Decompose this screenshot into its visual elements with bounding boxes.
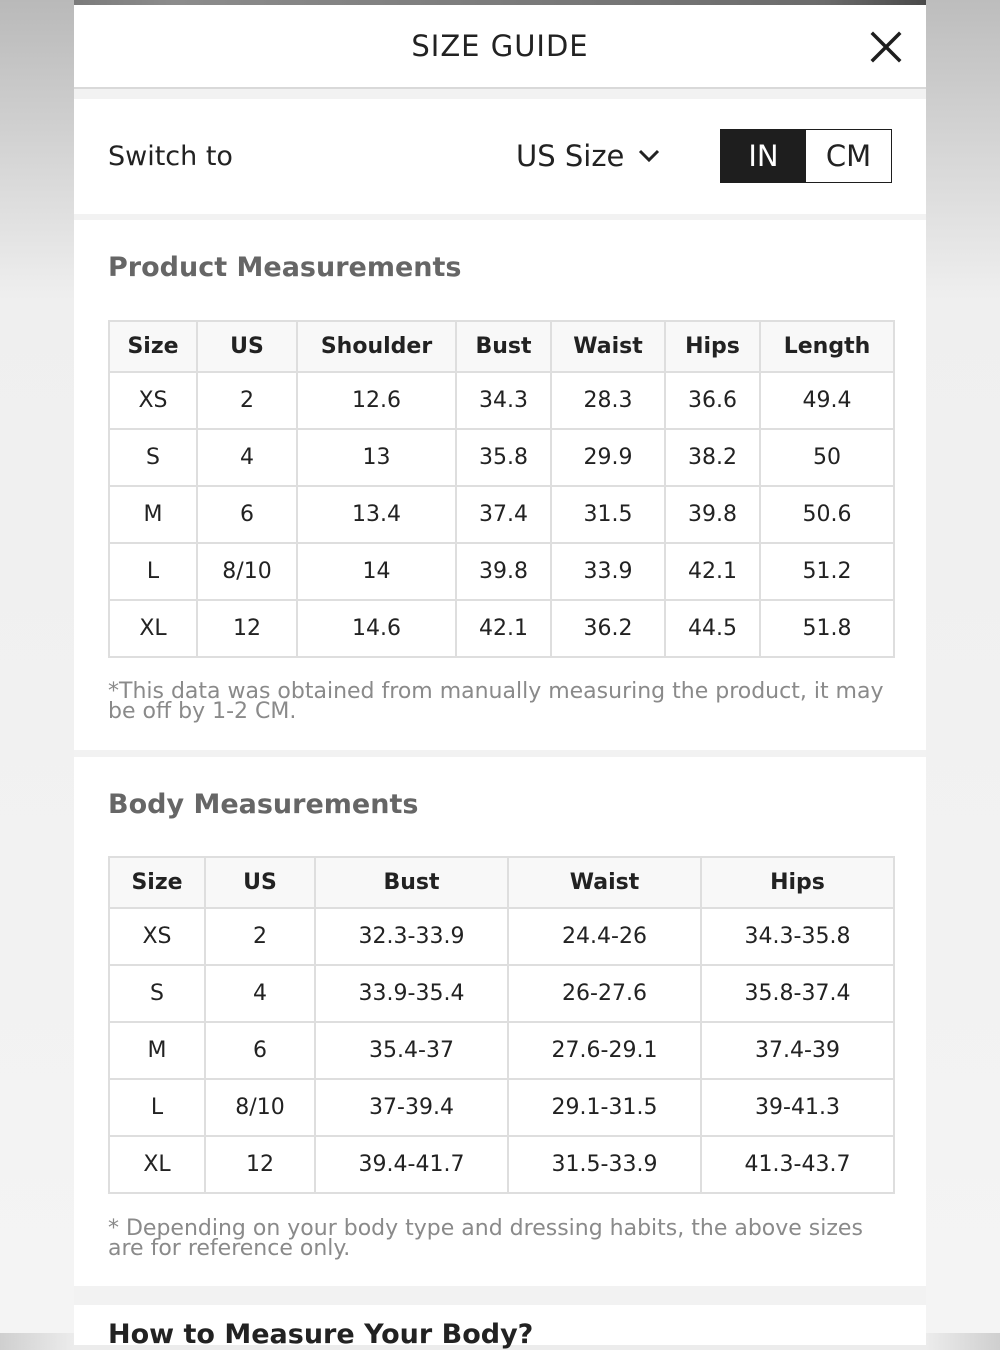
column-header: Length (760, 321, 894, 372)
table-cell: 29.1-31.5 (508, 1079, 701, 1136)
table-cell: L (109, 543, 197, 600)
unit-cm-button[interactable]: CM (806, 130, 891, 182)
table-cell: 2 (205, 908, 315, 965)
table-cell: 42.1 (665, 543, 760, 600)
table-row (109, 429, 894, 486)
table-cell: 28.3 (551, 372, 665, 429)
table-cell: 12.6 (297, 372, 456, 429)
close-icon[interactable] (868, 29, 904, 65)
close-button[interactable] (868, 29, 904, 65)
table-cell: 29.9 (551, 429, 665, 486)
table-cell: 27.6-29.1 (508, 1022, 701, 1079)
table-cell: 6 (205, 1022, 315, 1079)
body-measurements-title: Body Measurements (108, 789, 419, 820)
table-cell: 49.4 (760, 372, 894, 429)
column-header: Bust (315, 857, 508, 908)
how-to-measure-title: How to Measure Your Body? (108, 1319, 534, 1350)
backdrop-left (0, 0, 74, 1333)
table-cell: 12 (205, 1136, 315, 1193)
table-cell: 8/10 (197, 543, 297, 600)
column-header: Bust (456, 321, 551, 372)
table-row (109, 600, 894, 657)
table-cell: 31.5-33.9 (508, 1136, 701, 1193)
table-row (109, 908, 894, 965)
table-cell: 36.6 (665, 372, 760, 429)
table-cell: 51.2 (760, 543, 894, 600)
table-cell: 4 (197, 429, 297, 486)
table-cell: 42.1 (456, 600, 551, 657)
body-measurements-note: * Depending on your body type and dressing habits, the above sizes are for reference only. (108, 1216, 863, 1261)
table-cell: L (109, 1079, 205, 1136)
product-table-wrap (108, 320, 893, 658)
switch-section (74, 99, 926, 214)
backdrop-right (926, 0, 1000, 1333)
table-cell: 14 (297, 543, 456, 600)
switch-label: Switch to (108, 141, 233, 172)
table-cell: 35.8 (456, 429, 551, 486)
table-header-row (109, 857, 894, 908)
table-cell: 37-39.4 (315, 1079, 508, 1136)
table-row (109, 1022, 894, 1079)
table-cell: 37.4-39 (701, 1022, 894, 1079)
table-cell: 14.6 (297, 600, 456, 657)
table-cell: 39.8 (665, 486, 760, 543)
table-cell: 2 (197, 372, 297, 429)
column-header: US (205, 857, 315, 908)
page-title: SIZE GUIDE (411, 29, 589, 63)
column-header: Size (109, 857, 205, 908)
table-cell: 24.4-26 (508, 908, 701, 965)
header (74, 5, 926, 89)
table-cell: 39.4-41.7 (315, 1136, 508, 1193)
table-cell: 12 (197, 600, 297, 657)
table-cell: 39-41.3 (701, 1079, 894, 1136)
table-row (109, 372, 894, 429)
column-header: Size (109, 321, 197, 372)
table-cell: M (109, 1022, 205, 1079)
column-header: US (197, 321, 297, 372)
table-row (109, 1079, 894, 1136)
table-cell: 33.9-35.4 (315, 965, 508, 1022)
table-cell: 38.2 (665, 429, 760, 486)
table-header-row (109, 321, 894, 372)
chevron-down-icon[interactable] (638, 149, 660, 163)
table-row (109, 1136, 894, 1193)
table-cell: 26-27.6 (508, 965, 701, 1022)
table-cell: 34.3-35.8 (701, 908, 894, 965)
column-header: Waist (551, 321, 665, 372)
table-cell: 44.5 (665, 600, 760, 657)
table-row (109, 543, 894, 600)
table-cell: 4 (205, 965, 315, 1022)
table-cell: 35.8-37.4 (701, 965, 894, 1022)
table-cell: XL (109, 600, 197, 657)
body-table-wrap (108, 856, 893, 1194)
size-system-value[interactable]: US Size (516, 139, 625, 173)
table-cell: 32.3-33.9 (315, 908, 508, 965)
body-measurements-section (74, 757, 926, 1286)
unit-in-button[interactable]: IN (721, 130, 806, 182)
body-measurements-table (108, 856, 895, 1194)
column-header: Hips (701, 857, 894, 908)
product-measurements-section (74, 220, 926, 750)
table-cell: 31.5 (551, 486, 665, 543)
how-to-measure-section (74, 1305, 926, 1350)
column-header: Shoulder (297, 321, 456, 372)
table-cell: 6 (197, 486, 297, 543)
table-cell: 8/10 (205, 1079, 315, 1136)
unit-toggle (720, 129, 892, 183)
table-cell: XS (109, 908, 205, 965)
table-cell: 41.3-43.7 (701, 1136, 894, 1193)
size-guide-sheet (74, 0, 926, 1350)
product-measurements-note: *This data was obtained from manually measuring the product, it may be off by 1-2 CM. (108, 679, 884, 724)
table-cell: 13 (297, 429, 456, 486)
table-cell: S (109, 965, 205, 1022)
table-cell: 50.6 (760, 486, 894, 543)
table-cell: 36.2 (551, 600, 665, 657)
column-header: Waist (508, 857, 701, 908)
table-cell: 50 (760, 429, 894, 486)
table-cell: 34.3 (456, 372, 551, 429)
table-cell: 39.8 (456, 543, 551, 600)
table-cell: 37.4 (456, 486, 551, 543)
table-cell: 33.9 (551, 543, 665, 600)
table-row (109, 965, 894, 1022)
table-cell: 51.8 (760, 600, 894, 657)
product-measurements-table (108, 320, 895, 658)
product-measurements-title: Product Measurements (108, 252, 462, 283)
table-row (109, 486, 894, 543)
table-cell: 35.4-37 (315, 1022, 508, 1079)
table-cell: XL (109, 1136, 205, 1193)
table-cell: S (109, 429, 197, 486)
column-header: Hips (665, 321, 760, 372)
table-cell: 13.4 (297, 486, 456, 543)
table-cell: XS (109, 372, 197, 429)
table-cell: M (109, 486, 197, 543)
size-system-select[interactable] (516, 139, 660, 173)
